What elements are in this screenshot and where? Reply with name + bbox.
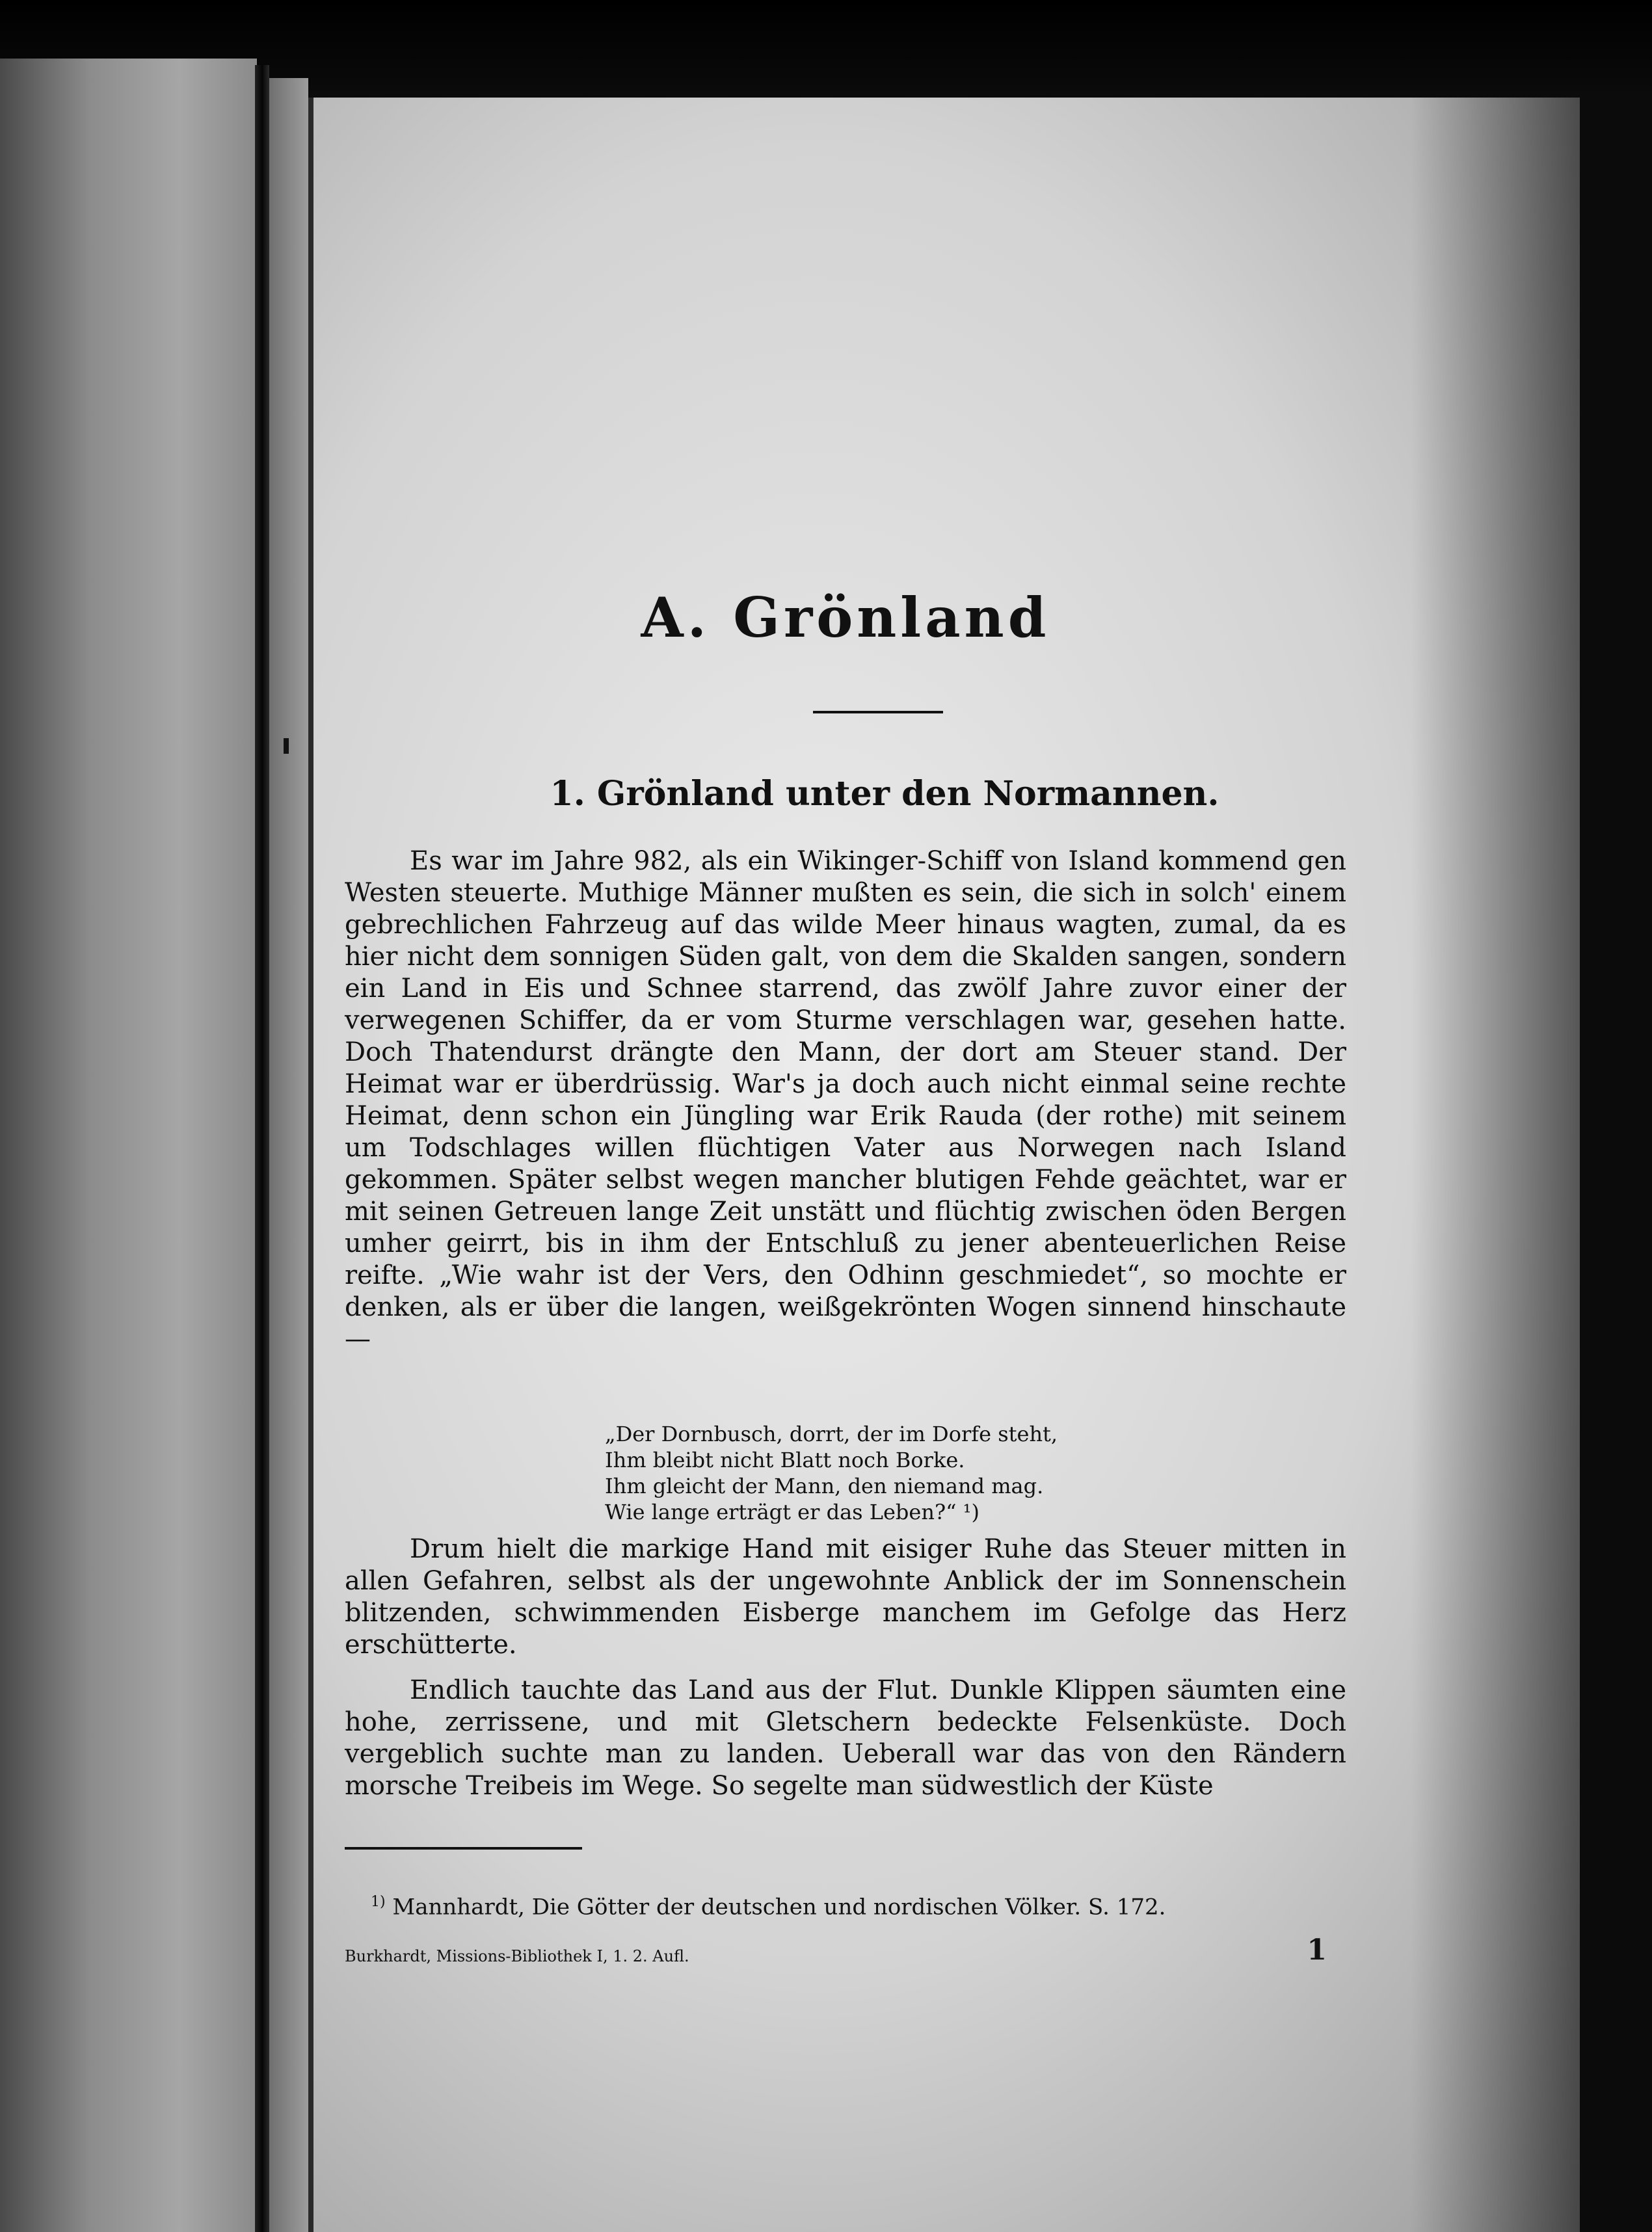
chapter-title: A. Grönland [641, 585, 1050, 650]
verse-line: „Der Dornbusch, dorrt, der im Dorfe steht, [605, 1422, 1058, 1446]
verse-line: Wie lange erträgt er das Leben?“ ¹) [605, 1500, 979, 1524]
verse-line: Ihm bleibt nicht Blatt noch Borke. [605, 1448, 965, 1472]
page-number: 1 [1307, 1933, 1327, 1967]
paragraph-1-block [345, 845, 1346, 1355]
paragraph-1: Es war im Jahre 982, als ein Wikinger-Schiff von Island kommend gen Westen steuerte. Muthige Männer mußten es sein, die sich in solch' einem gebrechlichen Fahrzeug auf das wilde Meer hinaus wagten, zumal, da es hier nicht dem sonnigen Süden galt, von dem die Skalden sangen, sondern ein Land in Eis und Schnee starrend, das zwölf Jahre zuvor einer der verwegenen Schiffer, da er vom Sturme verschlagen war, gesehen hatte. Doch Thatendurst drängte den Mann, der dort am Steuer stand. Der Heimat war er überdrüssig. War's ja doch auch nicht einmal seine rechte Heimat, denn schon ein Jüngling war Erik Rauda (der rothe) mit seinem um Todschlages willen flüchtigen Vater aus Norwegen nach Island gekommen. Später selbst wegen mancher blutigen Fehde geächtet, war er mit seinen Getreuen lange Zeit unstätt und flüchtig zwischen öden Bergen umher geirrt, bis in ihm der Entschluß zu jener abenteuerlichen Reise reifte. „Wie wahr ist der Vers, den Odhinn geschmiedet“, so mochte er denken, als er über die langen, weißgekrönten Wogen sinnend hinschaute — [345, 846, 1346, 1354]
book-spine [255, 65, 269, 2232]
verse-line: Ihm gleicht der Mann, den niemand mag. [605, 1474, 1044, 1498]
paragraph-2-block [345, 1534, 1346, 1661]
paragraph-2: Drum hielt die markige Hand mit eisiger Ruhe das Steuer mitten in allen Gefahren, selbst als der ungewohnte Anblick der im Sonnenschein blitzenden, schwimmenden Eisberge manchem im Gefolge das Herz erschütterte. [345, 1534, 1346, 1660]
footnote-marker: 1) [371, 1894, 386, 1910]
footnote [371, 1889, 1346, 1920]
paragraph-3-block [345, 1675, 1346, 1802]
verse-block [605, 1421, 1255, 1525]
imprint-line: Burkhardt, Missions-Bibliothek I, 1. 2. Aufl. [345, 1947, 689, 1965]
page-gutter [269, 78, 308, 2232]
footnote-rule [345, 1847, 582, 1850]
section-heading: 1. Grönland unter den Normannen. [550, 774, 1219, 814]
page-edge [308, 98, 313, 2232]
title-rule [813, 711, 943, 713]
page-shadow [1411, 98, 1580, 2232]
left-page-edge [0, 59, 257, 2232]
paragraph-3: Endlich tauchte das Land aus der Flut. Dunkle Klippen säumten eine hohe, zerrissene, und mit Gletschern bedeckte Felsenküste. Doch vergeblich suchte man zu landen. Ueberall war das von den Rändern morsche Treibeis im Wege. So segelte man südwestlich der Küste [345, 1675, 1346, 1801]
margin-mark [284, 738, 289, 754]
footnote-text: Mannhardt, Die Götter der deutschen und nordischen Völker. S. 172. [392, 1894, 1166, 1920]
